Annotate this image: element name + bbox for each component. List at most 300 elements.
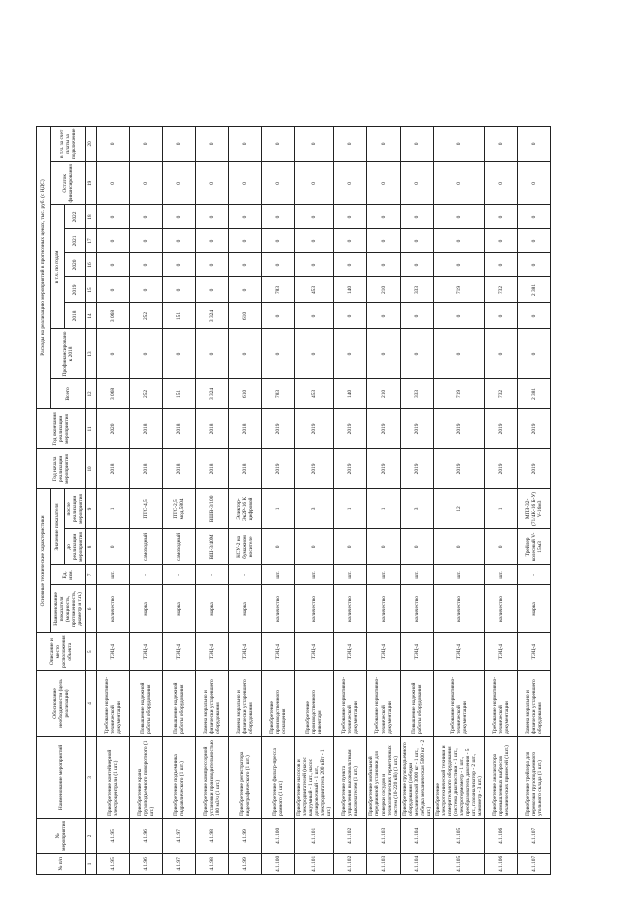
cell-row-number: 4.1.104 [400,853,433,874]
cell-year-2019: 0 [97,277,130,303]
column-number: 11 [86,409,97,449]
header-profin: Профинансировано к 2018 [51,329,86,379]
cell-char-name: количество [485,585,518,633]
cell-value-before: 0 [262,529,295,565]
cell-value-before: 0 [97,529,130,565]
cell-value-before: 0 [400,529,433,565]
cell-year-2020: 0 [367,253,400,277]
cell-connection-fee: 0 [229,126,262,162]
cell-justification: Приобретение производственного оснащения [262,670,295,736]
cell-connection-fee: 0 [400,126,433,162]
cell-connection-fee: 0 [334,126,367,162]
cell-row-number: 4.1.97 [163,853,196,874]
cell-unit: шт. [295,565,334,585]
cell-prefinanced: 0 [97,329,130,379]
cell-year-end: 2019 [400,409,433,449]
cell-remainder: 0 [433,162,484,205]
cell-value-after: Эликтор-Эк2Р-16 К цифровой [229,489,262,529]
cell-value-after: 1 [485,489,518,529]
cell-year-start: 2019 [518,449,551,489]
cell-year-start: 2018 [130,449,163,489]
cell-justification: Требование нормативно-технической документации [433,670,484,736]
cell-total-cost: 3 324 [196,379,229,409]
cell-value-before: 0 [485,529,518,565]
cell-value-after: 3 [400,489,433,529]
header-total: Всего [51,379,86,409]
cell-event-name: Приобретение электротехнической техники и измерительного оборудования (система диагностики - 1 шт., электротермометр - 1 шт., преобразователь давления - 5 шт., газоанализатор - 2 шт., манометр - 3 шт.) [433,736,484,818]
cell-year-2021: 0 [196,229,229,253]
cell-total-cost: 252 [130,379,163,409]
cell-value-before: самоходный [130,529,163,565]
cell-prefinanced: 0 [295,329,334,379]
header-unit: Ед. изм. [51,565,86,585]
header-after: после реализации мероприятия [65,489,86,529]
cell-location: ТЭЦ-4 [229,633,262,671]
cell-event-name: Приобретение контейнерной электроцентрали (1 шт.) [97,736,130,818]
cell-connection-fee: 0 [97,126,130,162]
cell-value-before: Трейлер колесный V-15м3 [518,529,551,565]
cell-event-name: Приобретение подъемника гидравлического (1 шт.) [163,736,196,818]
cell-justification: Требование нормативно-технической документации [485,670,518,736]
table-row [97,126,130,874]
cell-year-2021: 0 [485,229,518,253]
cell-event-code: 4.1.97 [163,818,196,853]
column-number: 18 [86,205,97,229]
cell-remainder: 0 [334,162,367,205]
cell-event-name: Приобретение фильтр-пресса рамного (1 шт.) [262,736,295,818]
table-row [163,126,196,874]
table-row [433,126,484,874]
cell-year-2020: 0 [433,253,484,277]
cell-year-2019: 140 [334,277,367,303]
cell-total-cost: 732 [485,379,518,409]
cell-value-after: 3 [295,489,334,529]
cell-justification: Замена морально и физически устаревшего оборудования [518,670,551,736]
cell-event-name: Приобретение грузоподъемного оборудования (лебедки механической 3000 кг - 1 шт., лебедка механическая 5000 кг - 2 шт.) [400,736,433,818]
cell-prefinanced: 0 [518,329,551,379]
cell-remainder: 0 [97,162,130,205]
header-event-name: Наименование мероприятий [37,736,86,818]
cell-year-2022: 0 [295,205,334,229]
cell-year-2022: 0 [433,205,484,229]
column-number: 6 [86,585,97,633]
cell-year-2019: 0 [163,277,196,303]
cell-year-2021: 0 [518,229,551,253]
cell-location: ТЭЦ-4 [518,633,551,671]
cell-year-2022: 0 [400,205,433,229]
cell-value-after: МПЗ-32-(71/4К-16 Б-У) V-16м3 [518,489,551,529]
cell-year-start: 2018 [163,449,196,489]
cell-year-2018: 0 [295,303,334,329]
cell-year-2019: 333 [400,277,433,303]
cell-location: ТЭЦ-4 [367,633,400,671]
cell-prefinanced: 0 [367,329,400,379]
column-number-row [86,126,97,874]
cell-year-2020: 0 [518,253,551,277]
cell-remainder: 0 [163,162,196,205]
column-number: 4 [86,670,97,736]
cell-total-cost: 2 381 [518,379,551,409]
column-number: 12 [86,379,97,409]
table-row [262,126,295,874]
header-char-name: Наименование показателя (мощность, протяженность, диаметр и т.п.) [51,585,86,633]
cell-unit: шт. [262,565,295,585]
cell-year-2021: 0 [400,229,433,253]
investment-program-table [36,126,551,875]
cell-value-before: 0 [295,529,334,565]
header-justification: Обоснование необходимости (цель реализации) [37,670,86,736]
header-expenses-group: Расходы на реализацию мероприятий в прогнозных ценах, тыс. руб. (с НДС) [37,126,51,409]
cell-event-code: 4.1.107 [518,818,551,853]
cell-row-number: 4.1.103 [367,853,400,874]
cell-prefinanced: 0 [163,329,196,379]
cell-total-cost: 719 [433,379,484,409]
cell-unit: - [518,565,551,585]
cell-year-start: 2019 [367,449,400,489]
cell-year-start: 2018 [229,449,262,489]
table-row [229,126,262,874]
cell-year-2020: 0 [163,253,196,277]
cell-location: ТЭЦ-4 [130,633,163,671]
table-row [196,126,229,874]
header-row-1 [37,126,51,874]
cell-location: ТЭЦ-4 [433,633,484,671]
cell-event-name: Приобретение трейлера для перевозки грузоподъемного угольного склада (1 шт.) [518,736,551,818]
cell-event-code: 4.1.106 [485,818,518,853]
cell-year-start: 2019 [400,449,433,489]
cell-value-before: КСУ-2 на бумажном носителе [229,529,262,565]
cell-event-name: Приобретение мобильной передвижной установки для поверки сосудов и технологических герметичных систем (10-220 кВ) (1 шт.) [367,736,400,818]
cell-year-end: 2019 [295,409,334,449]
cell-justification: Замена морально и физически устаревшего оборудования [229,670,262,736]
column-number: 8 [86,529,97,565]
cell-year-2019: 210 [367,277,400,303]
cell-year-end: 2019 [518,409,551,449]
table-row [295,126,334,874]
cell-justification: Приобретение производственного инвентаря [295,670,334,736]
table-row [400,126,433,874]
cell-value-before: самоходный [163,529,196,565]
cell-year-2020: 0 [196,253,229,277]
cell-event-name: Приобретение компрессорной установки производительностью 180 м3/ч (1 шт.) [196,736,229,818]
cell-year-2022: 0 [518,205,551,229]
header-year-2018: 2018 [65,303,86,329]
cell-char-name: марка [229,585,262,633]
cell-year-2019: 0 [130,277,163,303]
cell-row-number: 4.1.99 [229,853,262,874]
cell-char-name: количество [97,585,130,633]
column-number: 5 [86,633,97,671]
cell-total-cost: 151 [163,379,196,409]
cell-remainder: 0 [518,162,551,205]
cell-event-code: 4.1.101 [295,818,334,853]
cell-char-name: количество [433,585,484,633]
cell-year-2020: 0 [97,253,130,277]
cell-value-after: ПТС-4,5 [130,489,163,529]
cell-value-after: 12 [433,489,484,529]
header-remainder: Остаток финансирования [51,162,86,205]
cell-year-2021: 0 [262,229,295,253]
column-number: 17 [86,229,97,253]
cell-connection-fee: 0 [367,126,400,162]
cell-row-number: 4.1.98 [196,853,229,874]
cell-justification: Повышение надежной работы оборудования [130,670,163,736]
header-tech-group: Основные технические характеристики [37,489,51,633]
cell-year-2020: 0 [229,253,262,277]
column-number: 15 [86,277,97,303]
cell-total-cost: 140 [334,379,367,409]
table-row [367,126,400,874]
cell-unit: шт. [334,565,367,585]
cell-year-2022: 0 [485,205,518,229]
cell-year-start: 2018 [97,449,130,489]
cell-connection-fee: 0 [295,126,334,162]
cell-justification: Замена морально и физически устаревшего оборудования [196,670,229,736]
header-char-values: Значение показателя [51,489,65,565]
cell-year-2021: 0 [163,229,196,253]
cell-year-2022: 0 [130,205,163,229]
cell-value-after: ПТС-2,5 мод.5804 [163,489,196,529]
cell-year-start: 2019 [262,449,295,489]
cell-year-end: 2018 [196,409,229,449]
cell-justification: Повышение надежной работы оборудования [163,670,196,736]
cell-prefinanced: 0 [229,329,262,379]
header-before: до реализации мероприятия [65,529,86,565]
cell-justification: Повышение надежной работы оборудования [400,670,433,736]
cell-char-name: количество [262,585,295,633]
cell-char-name: количество [334,585,367,633]
cell-location: ТЭЦ-4 [196,633,229,671]
cell-prefinanced: 0 [400,329,433,379]
header-year-2019: 2019 [65,277,86,303]
cell-event-name: Приобретение регистратора видеографического (1 шт.) [229,736,262,818]
column-number: 13 [86,329,97,379]
cell-year-2018: 3 068 [97,303,130,329]
cell-justification: Требование нормативно-технической документации [97,670,130,736]
cell-remainder: 0 [400,162,433,205]
cell-year-start: 2019 [334,449,367,489]
cell-year-2018: 3 324 [196,303,229,329]
cell-year-2018: 0 [400,303,433,329]
cell-row-number: 4.1.105 [433,853,484,874]
header-item-no: № п/п [37,853,86,874]
cell-prefinanced: 0 [262,329,295,379]
table-body [97,126,551,874]
cell-event-name: Приобретение анализатора промышленных выбросов механических примесей (1шт.) [485,736,518,818]
cell-row-number: 4.1.106 [485,853,518,874]
cell-year-2022: 0 [262,205,295,229]
cell-value-before: ВШ-3/40М [196,529,229,565]
cell-year-2018: 610 [229,303,262,329]
cell-year-2019: 783 [262,277,295,303]
cell-char-name: количество [400,585,433,633]
cell-total-cost: 333 [400,379,433,409]
cell-char-name: марка [518,585,551,633]
cell-year-end: 2018 [163,409,196,449]
cell-row-number: 4.1.96 [130,853,163,874]
cell-year-end: 2019 [485,409,518,449]
table-row [518,126,551,874]
cell-char-name: количество [295,585,334,633]
cell-location: ТЭЦ-4 [163,633,196,671]
column-number: 2 [86,818,97,853]
cell-year-end: 2019 [367,409,400,449]
cell-justification: Требование нормативно-технической документации [367,670,400,736]
cell-char-name: марка [130,585,163,633]
cell-year-2018: 0 [334,303,367,329]
cell-year-2020: 0 [130,253,163,277]
cell-event-name: Приобретение пункта управления высоковольтным выключателем (1 шт.) [334,736,367,818]
cell-year-2019: 2 381 [518,277,551,303]
cell-unit: шт. [97,565,130,585]
cell-connection-fee: 0 [196,126,229,162]
column-number: 16 [86,253,97,277]
cell-row-number: 4.1.102 [334,853,367,874]
cell-year-start: 2019 [485,449,518,489]
cell-prefinanced: 0 [433,329,484,379]
cell-location: ТЭЦ-4 [295,633,334,671]
cell-value-after: 1 [367,489,400,529]
column-number: 14 [86,303,97,329]
header-year-start: Год начала реализации мероприятия [37,449,86,489]
cell-year-start: 2019 [295,449,334,489]
cell-year-end: 2019 [433,409,484,449]
cell-remainder: 0 [130,162,163,205]
cell-connection-fee: 0 [485,126,518,162]
cell-year-2021: 0 [130,229,163,253]
cell-value-after: ВШВ-3/100 [196,489,229,529]
cell-prefinanced: 0 [485,329,518,379]
cell-row-number: 4.1.100 [262,853,295,874]
cell-unit: - [196,565,229,585]
cell-connection-fee: 0 [433,126,484,162]
cell-location: ТЭЦ-4 [400,633,433,671]
cell-prefinanced: 0 [196,329,229,379]
cell-total-cost: 3 068 [97,379,130,409]
cell-event-name: Приобретение насосов и электродвигателей (насос вакуумный - 1 шт., насос дозировочный - 1 шт., электродвигатель 200 кВт - 1 шт.) [295,736,334,818]
cell-year-2020: 0 [334,253,367,277]
column-number: 19 [86,162,97,205]
header-connection-fee: в т.ч. за счет платы за подключение [51,126,86,162]
header-event-no: № мероприятия [37,818,86,853]
cell-char-name: марка [163,585,196,633]
cell-value-before: 0 [433,529,484,565]
table-row [334,126,367,874]
column-number: 20 [86,126,97,162]
cell-year-2022: 0 [229,205,262,229]
cell-unit: шт. [367,565,400,585]
cell-location: ТЭЦ-4 [262,633,295,671]
cell-year-end: 2018 [130,409,163,449]
cell-justification: Требование нормативно-технической документации [334,670,367,736]
cell-value-after: 1 [334,489,367,529]
cell-year-end: 2019 [262,409,295,449]
cell-year-2018: 0 [262,303,295,329]
cell-char-name: марка [196,585,229,633]
cell-event-code: 4.1.104 [400,818,433,853]
cell-year-end: 2020 [97,409,130,449]
cell-row-number: 4.1.107 [518,853,551,874]
cell-remainder: 0 [367,162,400,205]
cell-year-2020: 0 [295,253,334,277]
table-row [130,126,163,874]
cell-event-code: 4.1.96 [130,818,163,853]
cell-unit: - [163,565,196,585]
cell-total-cost: 610 [229,379,262,409]
cell-year-2021: 0 [97,229,130,253]
cell-value-after: 1 [97,489,130,529]
cell-remainder: 0 [295,162,334,205]
cell-value-before: 0 [334,529,367,565]
cell-year-2018: 0 [518,303,551,329]
cell-year-2022: 0 [334,205,367,229]
cell-connection-fee: 0 [163,126,196,162]
cell-unit: - [229,565,262,585]
cell-remainder: 0 [229,162,262,205]
cell-year-2019: 719 [433,277,484,303]
cell-total-cost: 210 [367,379,400,409]
cell-event-name: Приобретение крана грузоподъемного поворотного (1 шт.) [130,736,163,818]
cell-unit: - [130,565,163,585]
cell-year-2020: 0 [400,253,433,277]
cell-row-number: 4.1.101 [295,853,334,874]
cell-year-2019: 0 [196,277,229,303]
cell-event-code: 4.1.103 [367,818,400,853]
cell-prefinanced: 0 [334,329,367,379]
cell-total-cost: 453 [295,379,334,409]
column-number: 7 [86,565,97,585]
cell-connection-fee: 0 [130,126,163,162]
cell-prefinanced: 0 [130,329,163,379]
header-year-2021: 2021 [65,229,86,253]
cell-remainder: 0 [262,162,295,205]
header-by-year: в т.ч. по годам [51,205,65,329]
column-number: 1 [86,853,97,874]
cell-total-cost: 783 [262,379,295,409]
cell-year-2021: 0 [334,229,367,253]
cell-connection-fee: 0 [518,126,551,162]
cell-year-2022: 0 [97,205,130,229]
header-year-2022: 2022 [65,205,86,229]
cell-year-2018: 0 [433,303,484,329]
cell-year-2019: 0 [229,277,262,303]
cell-year-2018: 0 [485,303,518,329]
header-year-end: Год окончания реализации мероприятия [37,409,86,449]
cell-unit: шт. [400,565,433,585]
cell-year-start: 2018 [196,449,229,489]
cell-year-end: 2019 [334,409,367,449]
cell-year-2021: 0 [229,229,262,253]
cell-value-before: 0 [367,529,400,565]
cell-year-2019: 732 [485,277,518,303]
cell-year-end: 2018 [229,409,262,449]
cell-year-2018: 151 [163,303,196,329]
cell-year-2022: 0 [196,205,229,229]
cell-year-2018: 252 [130,303,163,329]
cell-unit: шт. [433,565,484,585]
cell-year-2020: 0 [485,253,518,277]
cell-event-code: 4.1.98 [196,818,229,853]
cell-event-code: 4.1.95 [97,818,130,853]
cell-year-2021: 0 [295,229,334,253]
cell-year-2021: 0 [367,229,400,253]
cell-remainder: 0 [485,162,518,205]
cell-char-name: количество [367,585,400,633]
cell-year-2021: 0 [433,229,484,253]
column-number: 9 [86,489,97,529]
cell-location: ТЭЦ-4 [485,633,518,671]
cell-year-2019: 453 [295,277,334,303]
